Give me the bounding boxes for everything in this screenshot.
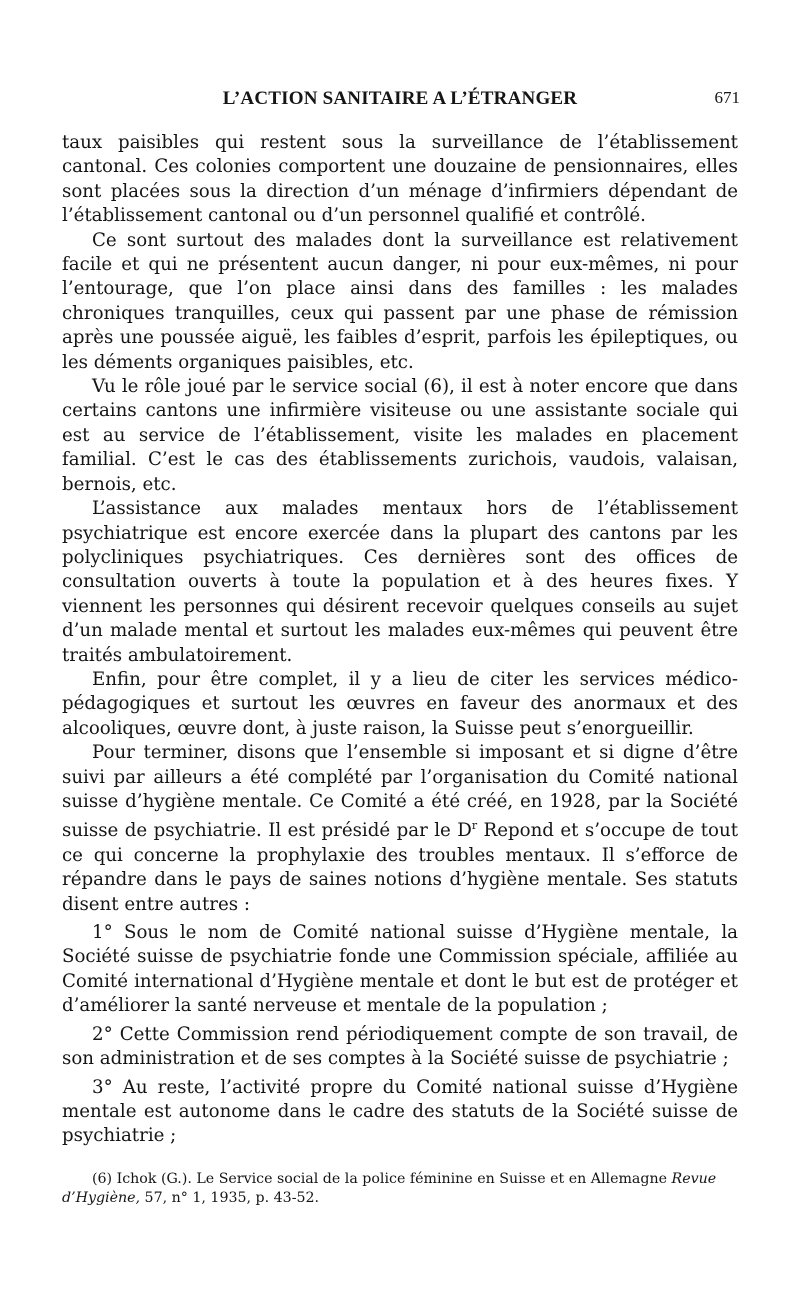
running-header [62, 88, 738, 112]
paragraph-3: Vu le rôle joué par le service social (6), il est à noter encore que dans certains cantons une infirmière visiteuse ou une assistante sociale qui est au service de l’établissement, visite les malades en placement familial. C’est le cas des établissements zurichois, vaudois, valaisan, bernois, etc. [62, 376, 738, 495]
page-number: 671 [714, 88, 740, 107]
paragraph-6 [62, 741, 738, 917]
paragraph-6-end: Repond et s’occupe de tout ce qui concerne la prophylaxie des troubles mentaux. Il s’efforce de répandre dans le pays de saines notions d’hygiène mentale. Ses statuts disent entre autres : [62, 820, 738, 915]
doctor-abbrev-sup: r [471, 819, 478, 833]
statute-2: 2° Cette Commission rend périodiquement compte de son travail, de son administration et de ses comptes à la Société suisse de psychiatrie ; [62, 1023, 738, 1070]
footnote-ref: 57, n° 1, 1935, p. 43-52. [140, 1190, 320, 1206]
running-title: L’ACTION SANITAIRE A L’ÉTRANGER [222, 88, 578, 109]
body-text [62, 131, 738, 1149]
footnote-text: (6) Ichok (G.). Le Service social de la police féminine en Suisse et en Allemagne [92, 1171, 668, 1187]
paragraph-4: L’assistance aux malades mentaux hors de l’établissement psychiatrique est encore exercée dans la plupart des cantons par les polycliniques psychiatriques. Ces dernières sont des offices de consultation ouverts à toute la population et à des heures fixes. Y viennent les personnes qui désirent recevoir quelques conseils au sujet d’un malade mental et surtout les malades eux-mêmes qui peuvent être traités ambulatoirement. [62, 498, 738, 666]
paragraph-5: Enfin, pour être complet, il y a lieu de citer les services médico-pédagogiques et surtout les œuvres en faveur des anormaux et des alcooliques, œuvre dont, à juste raison, la Suisse peut s’enorgueillir. [62, 668, 738, 739]
statute-1: 1° Sous le nom de Comité national suisse d’Hygiène mentale, la Société suisse de psychiatrie fonde une Commission spéciale, affiliée au Comité international d’Hygiène mentale et dont le but est de protéger et d’améliorer la santé nerveuse et mentale de la population ; [62, 922, 738, 1017]
footnote [62, 1170, 738, 1208]
footnote-6 [62, 1170, 738, 1208]
paragraph-2: Ce sont surtout des malades dont la surveillance est relativement facile et qui ne présentent aucun danger, ni pour eux-mêmes, ni pour l’entourage, que l’on place ainsi dans des familles : les malades chroniques tranquilles, ceux qui passent par une phase de rémission après une poussée aiguë, les faibles d’esprit, parfois les épileptiques, ou les déments organiques paisibles, etc. [62, 229, 738, 373]
paragraph-1: taux paisibles qui restent sous la surveillance de l’établissement cantonal. Ces colonies comportent une douzaine de pensionnaires, elles sont placées sous la direction d’un ménage d’infirmiers dépendant de l’établissement cantonal ou d’un personnel qualifié et contrôlé. [62, 132, 738, 227]
statute-3: 3° Au reste, l’activité propre du Comité national suisse d’Hygiène mentale est autonome dans le cadre des statuts de la Société suisse de psychiatrie ; [62, 1076, 738, 1147]
footnote-journal: Revue d’Hygiène, [62, 1171, 717, 1206]
paragraph-6-start: Pour terminer, disons que l’ensemble si imposant et si digne d’être suivi par ailleurs a été complété par l’organisation du Comité national suisse d’hygiène mentale. Ce Comité a été créé, en 1928, par la Société suisse de psychiatrie. Il est présidé par le D [62, 742, 738, 842]
